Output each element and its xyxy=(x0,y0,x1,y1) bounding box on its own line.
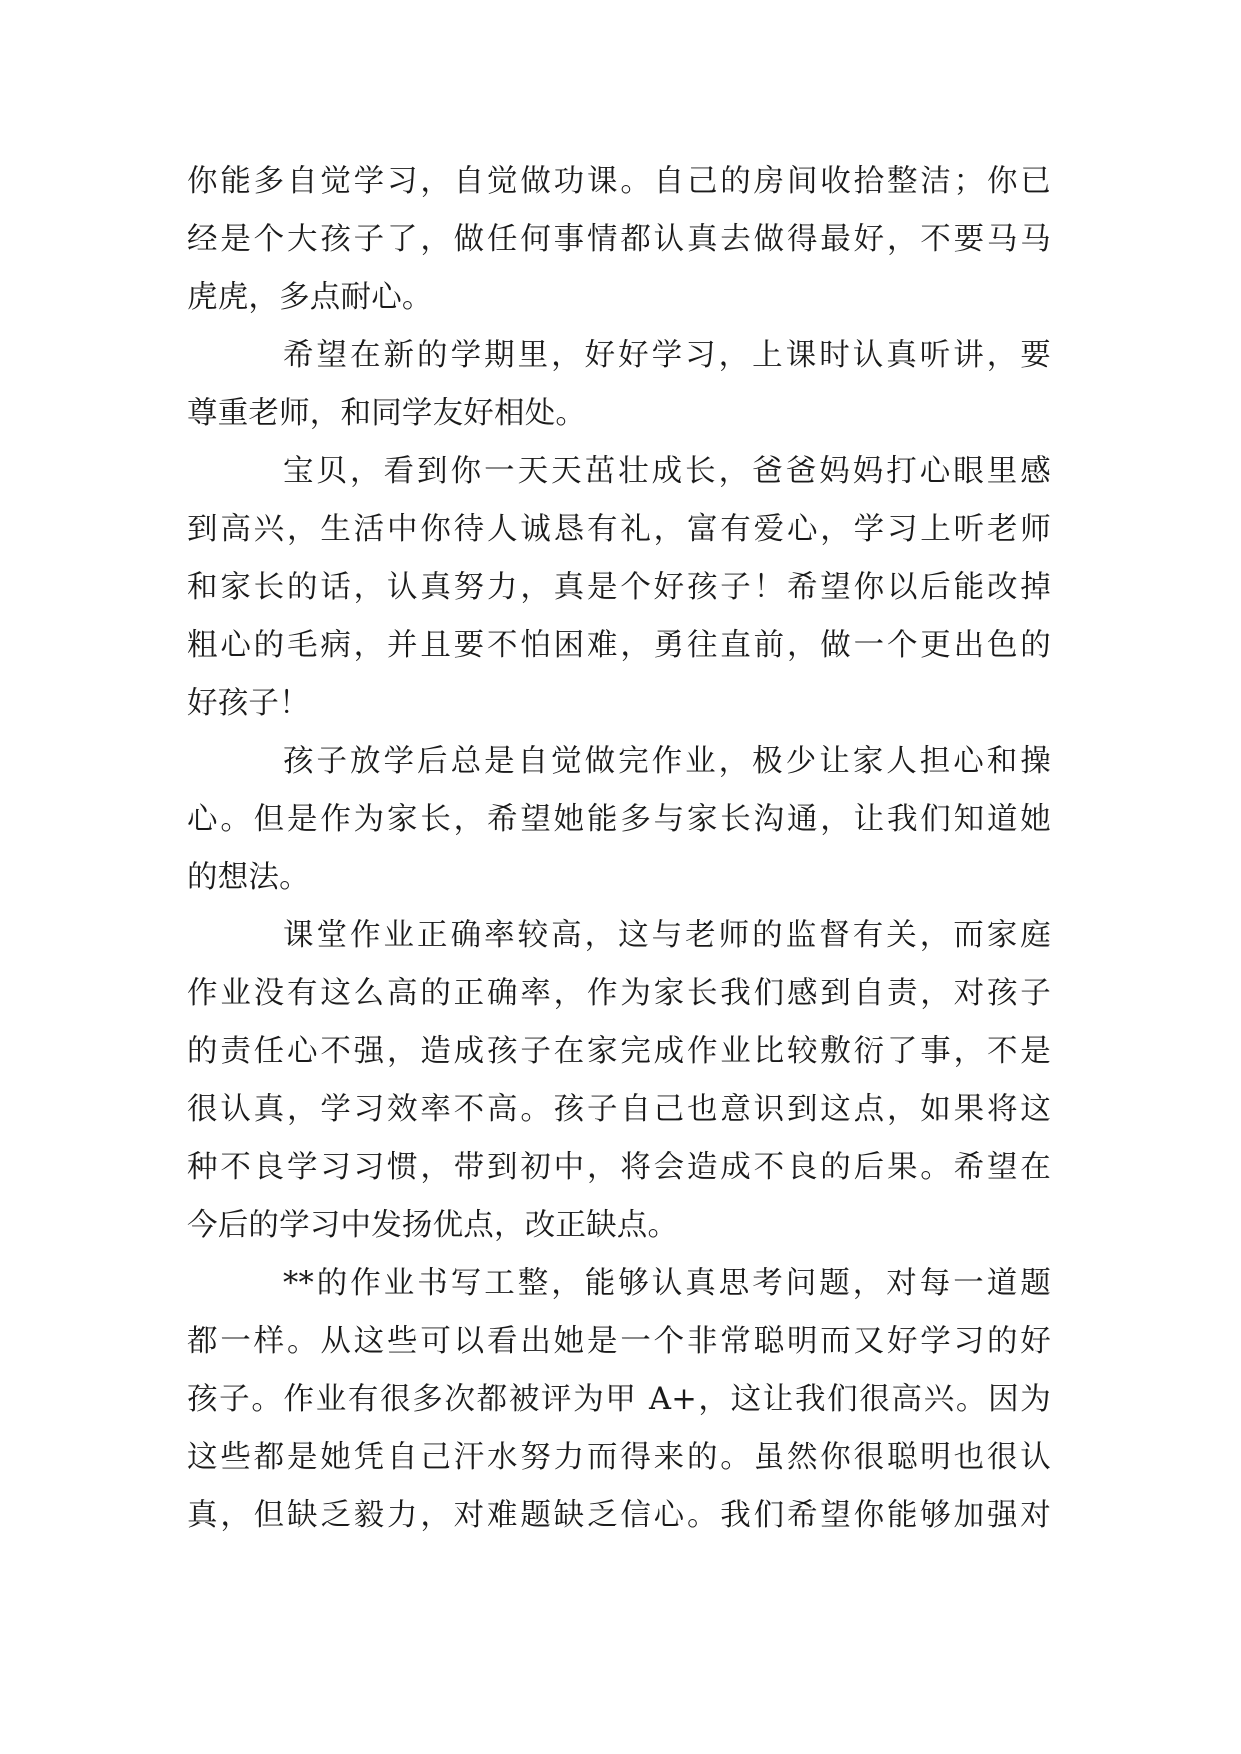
text-line: 到高兴，生活中你待人诚恳有礼，富有爱心，学习上听老师 xyxy=(187,512,1051,547)
paragraph xyxy=(187,327,1051,443)
paragraph xyxy=(187,733,1051,907)
text-line: 你能多自觉学习，自觉做功课。自己的房间收拾整洁；你已 xyxy=(187,164,1051,199)
text-line: 课堂作业正确率较高，这与老师的监督有关，而家庭 xyxy=(283,918,1051,953)
text-line: 都一样。从这些可以看出她是一个非常聪明而又好学习的好 xyxy=(187,1324,1051,1359)
text-line: 很认真，学习效率不高。孩子自己也意识到这点，如果将这 xyxy=(187,1092,1051,1127)
text-line: 的想法。 xyxy=(187,860,310,895)
text-line: 心。但是作为家长，希望她能多与家长沟通，让我们知道她 xyxy=(187,802,1051,837)
text-line: 的责任心不强，造成孩子在家完成作业比较敷衍了事，不是 xyxy=(187,1034,1051,1069)
text-line: 今后的学习中发扬优点，改正缺点。 xyxy=(187,1208,679,1243)
text-line: 经是个大孩子了，做任何事情都认真去做得最好，不要马马 xyxy=(187,222,1051,257)
text-line: 真，但缺乏毅力，对难题缺乏信心。我们希望你能够加强对 xyxy=(187,1498,1051,1533)
document-body xyxy=(187,153,1051,1545)
text-line: 作业没有这么高的正确率，作为家长我们感到自责，对孩子 xyxy=(187,976,1051,1011)
text-line: 种不良学习习惯，带到初中，将会造成不良的后果。希望在 xyxy=(187,1150,1051,1185)
text-line: 好孩子！ xyxy=(187,686,310,721)
text-line: 希望在新的学期里，好好学习，上课时认真听讲，要 xyxy=(283,338,1051,373)
paragraph xyxy=(187,153,1051,327)
text-line: 孩子放学后总是自觉做完作业，极少让家人担心和操 xyxy=(283,744,1051,779)
paragraph xyxy=(187,443,1051,733)
paragraph xyxy=(187,907,1051,1255)
text-line: 宝贝，看到你一天天茁壮成长，爸爸妈妈打心眼里感 xyxy=(283,454,1051,489)
text-line: 虎虎，多点耐心。 xyxy=(187,280,433,315)
text-line: 尊重老师，和同学友好相处。 xyxy=(187,396,587,431)
text-line: 孩子。作业有很多次都被评为甲 A+，这让我们很高兴。因为 xyxy=(187,1382,1051,1417)
text-line: 这些都是她凭自己汗水努力而得来的。虽然你很聪明也很认 xyxy=(187,1440,1051,1475)
text-line: **的作业书写工整，能够认真思考问题，对每一道题 xyxy=(283,1266,1051,1301)
text-line: 和家长的话，认真努力，真是个好孩子！希望你以后能改掉 xyxy=(187,570,1051,605)
paragraph xyxy=(187,1255,1051,1545)
text-line: 粗心的毛病，并且要不怕困难，勇往直前，做一个更出色的 xyxy=(187,628,1051,663)
